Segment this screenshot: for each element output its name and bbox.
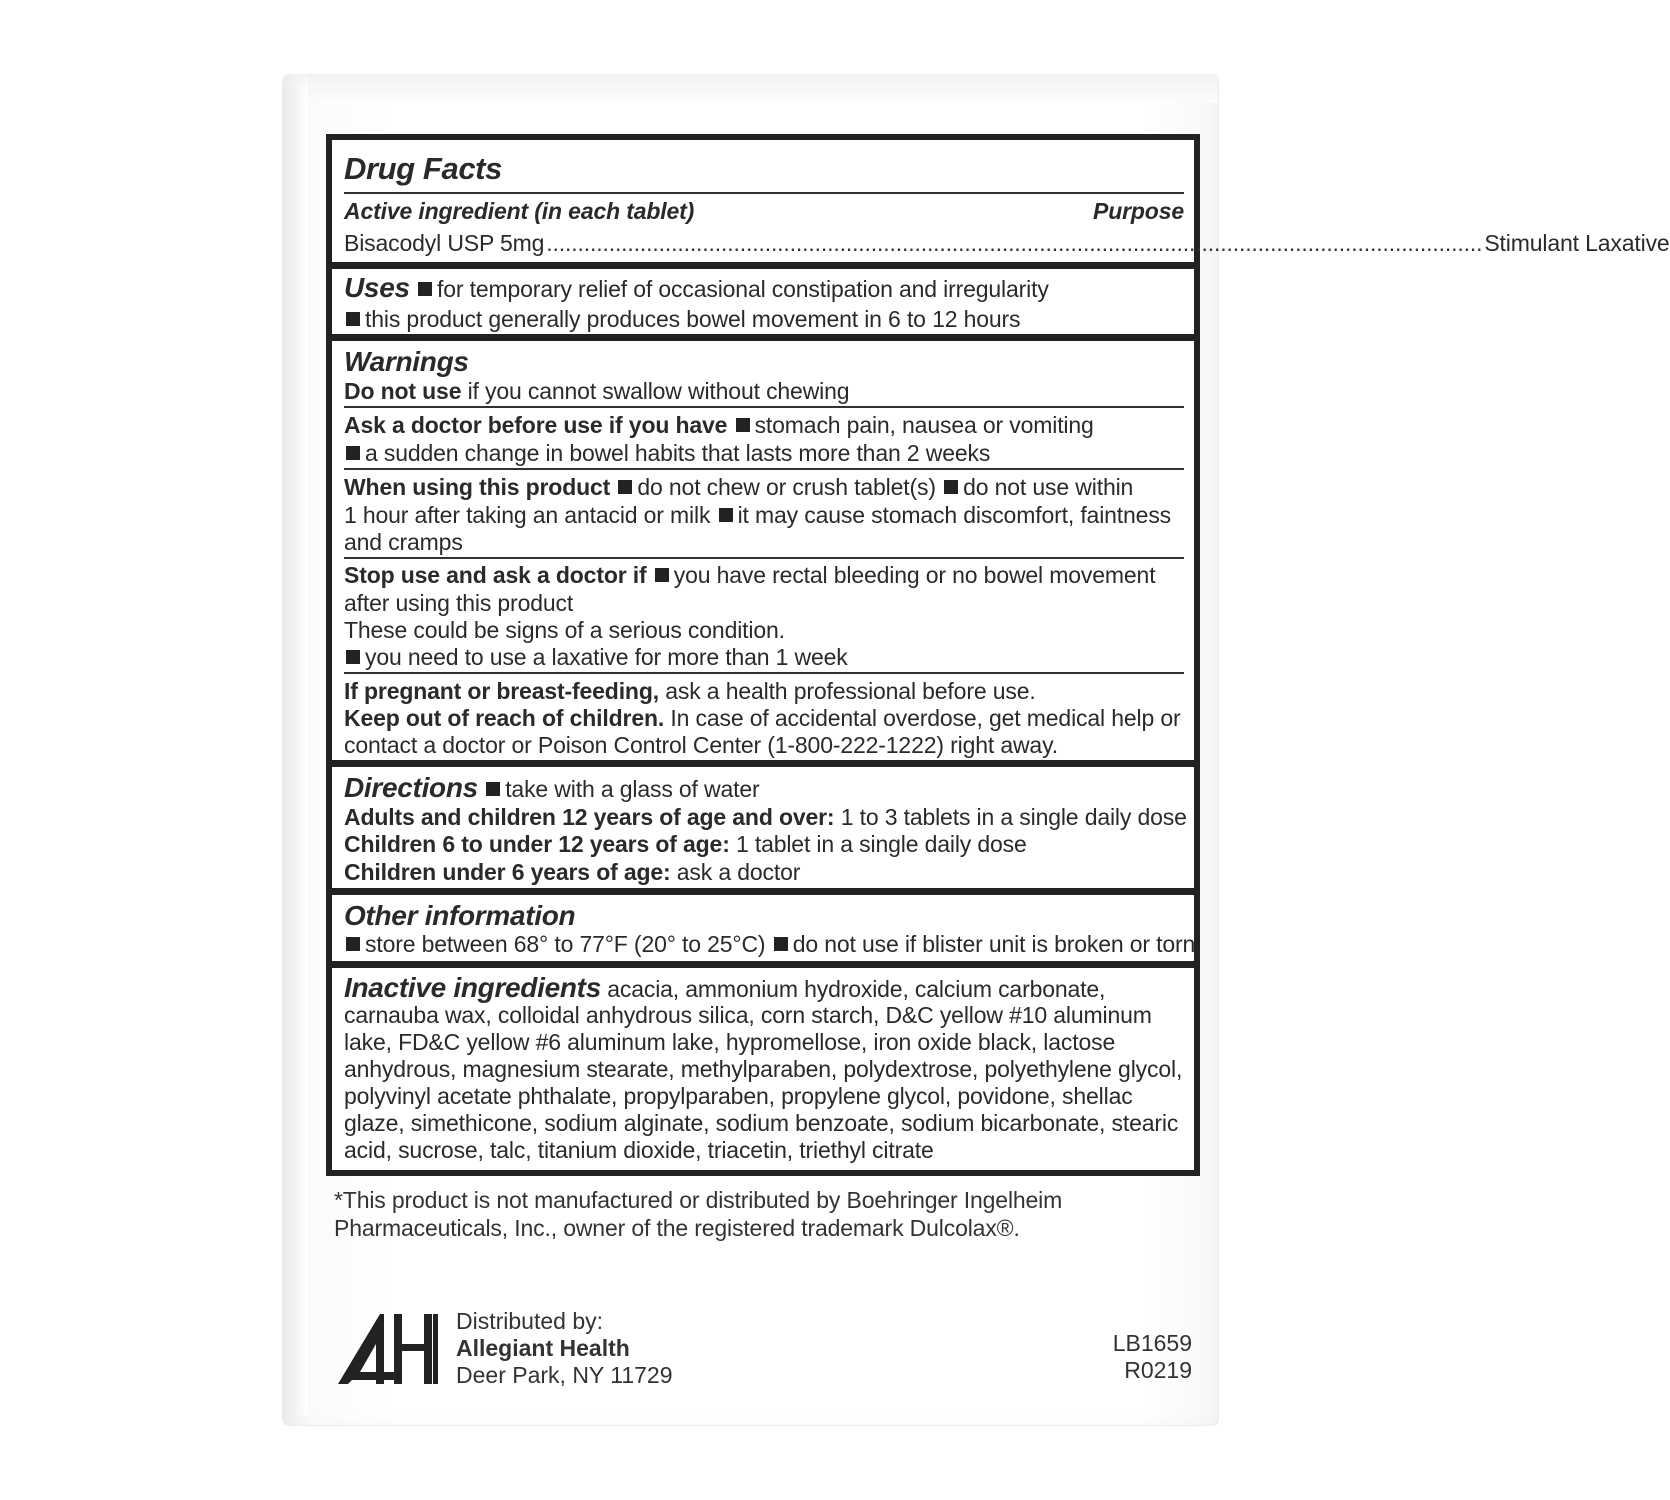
when-using-line-3: and cramps (344, 529, 463, 555)
section-separator (332, 961, 1194, 968)
trademark-footnote: *This product is not manufactured or distributed by Boehringer Ingelheim Pharmaceuticals, Inc., owner of the registered trademark Dulcolax®. (334, 1187, 1063, 1241)
divider (344, 557, 1184, 559)
uses-line-1: Uses for temporary relief of occasional constipation and irregularity (344, 272, 1049, 303)
when-using-line-2: 1 hour after taking an antacid or milk it may cause stomach discomfort, faintness (344, 502, 1172, 528)
bullet-square-icon (418, 282, 432, 296)
bullet-square-icon (736, 418, 750, 432)
leader-dots: ...................................................................................................................................................... (546, 230, 1483, 256)
active-ingredient-header (344, 198, 1184, 225)
uses-line-2: this product generally produces bowel movement in 6 to 12 hours (344, 306, 1184, 333)
inactive-line: anhydrous, magnesium stearate, methylparaben, polydextrose, polyethylene glycol, (344, 1056, 1183, 1082)
directions-children-6-12: Children 6 to under 12 years of age: 1 tablet in a single daily dose (344, 831, 1027, 857)
drug-facts-panel (326, 134, 1670, 1176)
bullet-square-icon (774, 937, 788, 951)
bullet-square-icon (655, 568, 669, 582)
bullet-square-icon (944, 480, 958, 494)
bullet-square-icon (346, 312, 360, 326)
directions-line-1: Directions take with a glass of water (344, 772, 760, 803)
do-not-use: Do not use if you cannot swallow without chewing (344, 378, 850, 404)
section-separator (332, 262, 1194, 269)
inactive-line: polyvinyl acetate phthalate, propylparaben, propylene glycol, povidone, shellac (344, 1083, 1133, 1109)
pregnant-warning: If pregnant or breast-feeding, ask a health professional before use. (344, 678, 1036, 704)
other-info-items: store between 68° to 77°F (20° to 25°C) do not use if blister unit is broken or torn (344, 931, 1184, 958)
ask-doctor-line-1: Ask a doctor before use if you have stomach pain, nausea or vomiting (344, 412, 1094, 438)
section-separator (332, 760, 1194, 767)
allegiant-health-logo-icon (336, 1310, 442, 1386)
section-separator (332, 334, 1194, 341)
inactive-line: carnauba wax, colloidal anhydrous silica, corn starch, D&C yellow #10 aluminum (344, 1002, 1152, 1028)
inactive-line-1: Inactive ingredients acacia, ammonium hydroxide, calcium carbonate, (344, 972, 1106, 1003)
ingredient-purpose: Stimulant Laxative (1484, 230, 1670, 256)
active-ingredient-label: Active ingredient (in each tablet) (344, 198, 695, 224)
inactive-title: Inactive ingredients (344, 972, 601, 1003)
keep-out-line-2: contact a doctor or Poison Control Center (1-800-222-1222) right away. (344, 732, 1058, 758)
directions-adults: Adults and children 12 years of age and over: 1 to 3 tablets in a single daily dose (344, 804, 1187, 830)
bullet-square-icon (346, 446, 360, 460)
label-codes (1090, 1330, 1192, 1384)
inactive-line: acid, sucrose, talc, titanium dioxide, triacetin, triethyl citrate (344, 1137, 934, 1163)
divider (344, 468, 1184, 470)
distributor-block (456, 1308, 673, 1389)
directions-under-6: Children under 6 years of age: ask a doctor (344, 859, 801, 885)
divider (344, 672, 1184, 674)
inactive-line: lake, FD&C yellow #6 aluminum lake, hypromellose, iron oxide black, lactose (344, 1029, 1116, 1055)
distributor-name: Allegiant Health (456, 1335, 630, 1361)
directions-title: Directions (344, 772, 478, 803)
box-top-edge (308, 75, 1218, 103)
stop-use-line-3: These could be signs of a serious condition. (344, 617, 785, 643)
section-separator (332, 888, 1194, 895)
stop-use-line-2: after using this product (344, 590, 574, 616)
keep-out-line-1: Keep out of reach of children. In case of accidental overdose, get medical help or (344, 705, 1181, 731)
label-code-2: R0219 (1124, 1357, 1192, 1383)
warnings-title: Warnings (344, 346, 469, 377)
bullet-square-icon (346, 937, 360, 951)
inactive-line: glaze, simethicone, sodium alginate, sodium benzoate, sodium bicarbonate, stearic (344, 1110, 1179, 1136)
purpose-label: Purpose (1093, 198, 1184, 224)
label-code-1: LB1659 (1112, 1330, 1192, 1356)
divider (344, 406, 1184, 408)
distributed-by-label: Distributed by: (456, 1308, 604, 1334)
ask-doctor-line-2: a sudden change in bowel habits that lasts more than 2 weeks (344, 440, 1184, 467)
active-ingredient-row (344, 230, 1670, 257)
distributor-address: Deer Park, NY 11729 (456, 1362, 673, 1388)
when-using-line-1: When using this product do not chew or crush tablet(s) do not use within (344, 474, 1134, 500)
bullet-square-icon (719, 508, 733, 522)
bullet-square-icon (346, 650, 360, 664)
stop-use-line-1: Stop use and ask a doctor if you have rectal bleeding or no bowel movement (344, 562, 1156, 588)
ingredient-name: Bisacodyl USP 5mg (344, 230, 545, 256)
stop-use-line-4: you need to use a laxative for more than 1 week (344, 644, 1184, 671)
box-side-edge (283, 85, 308, 1415)
other-info-title: Other information (344, 900, 576, 931)
divider (344, 192, 1184, 194)
drug-facts-title: Drug Facts (344, 151, 502, 186)
bullet-square-icon (486, 782, 500, 796)
uses-title: Uses (344, 272, 410, 303)
bullet-square-icon (618, 480, 632, 494)
